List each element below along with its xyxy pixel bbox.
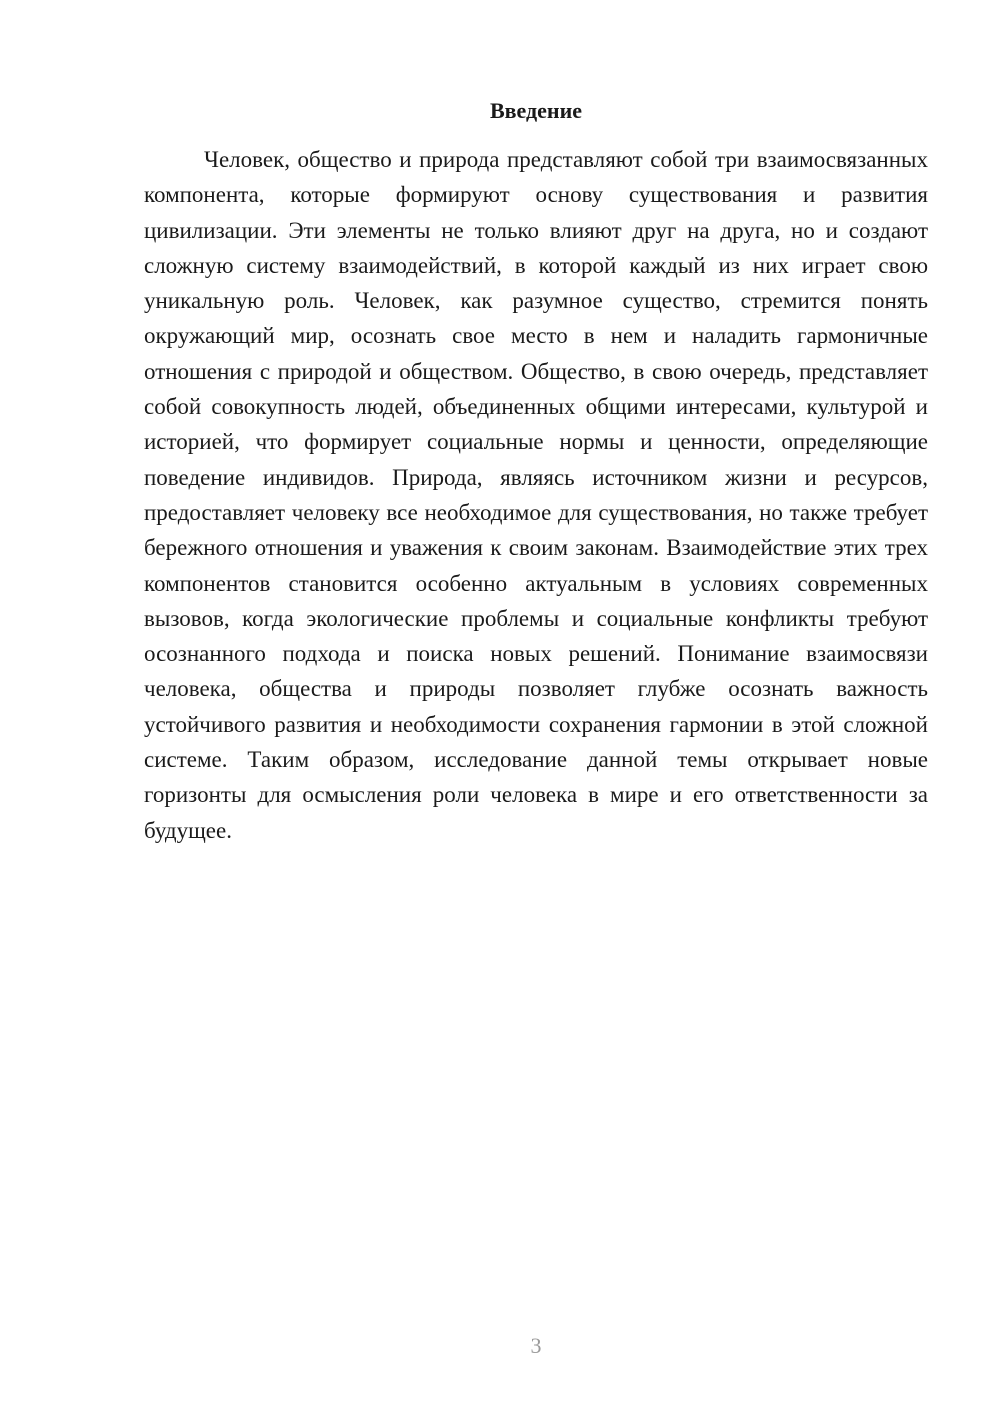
page-number: 3 [530, 1333, 542, 1358]
section-heading: Введение [489, 98, 583, 123]
body-paragraph: Человек, общество и природа представляют собой три взаимосвязанных компонента, которые формируют основу существования и развития цивилизации. Эти элементы не только влияют друг на друга, но и создают сложную систему взаимодействий, в которой каждый из них играет свою уникальную роль. Человек, как разумное существо, стремится понять окружающий мир, осознать свое место в нем и наладить гармоничные отношения с природой и обществом. Общество, в свою очередь, представляет собой совокупность людей, объединенных общими интересами, культурой и историей, что формирует социальные нормы и ценности, определяющие поведение индивидов. Природа, являясь источником жизни и ресурсов, предоставляет человеку все необходимое для существования, но также требует бережного отношения и уважения к своим законам. Взаимодействие этих трех компонентов становится особенно актуальным в условиях современных вызовов, когда экологические проблемы и социальные конфликты требуют осознанного подхода и поиска новых решений. Понимание взаимосвязи человека, общества и природы позволяет глубже осознать важность устойчивого развития и необходимости сохранения гармонии в этой сложной системе. Таким образом, исследование данной темы открывает новые горизонты для осмысления роли человека в мире и его ответственности за будущее. [144, 147, 928, 843]
